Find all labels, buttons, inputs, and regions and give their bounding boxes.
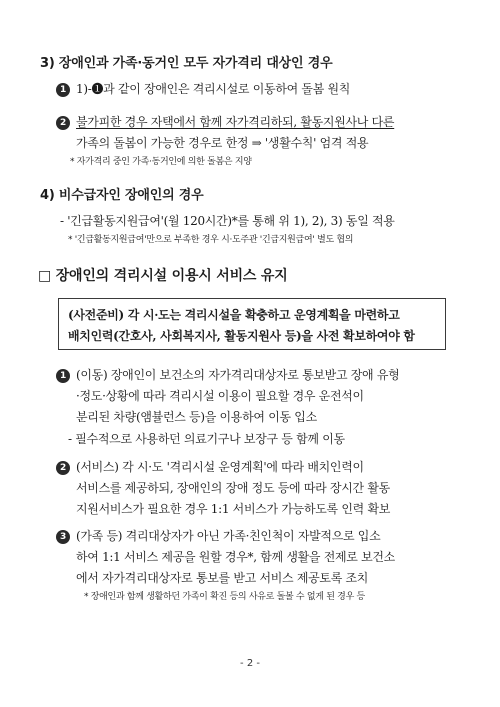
circled-number-1b: 1 <box>56 369 70 383</box>
section-4-title: 4) 비수급자인 장애인의 경우 <box>40 188 204 203</box>
point-2-line-2: 서비스를 제공하되, 장애인의 장애 정도 등에 따라 장시간 활동 <box>76 481 390 495</box>
point-2-line-3: 지원서비스가 필요한 경우 1:1 서비스가 가능하도록 인력 확보 <box>76 502 391 516</box>
main-heading: □ 장애인의 격리시설 이용시 서비스 유지 <box>38 268 288 284</box>
point-3-line-1 <box>56 527 380 544</box>
section-3-item-1 <box>56 80 350 97</box>
point-1-sub: - 필수적으로 사용하던 의료기구나 보장구 등 함께 이동 <box>68 432 345 446</box>
section-3-item-2-text-1: 불가피한 경우 자택에서 함께 자가격리하되, 활동지원사나 다른 <box>76 115 395 129</box>
circled-number-3: 3 <box>56 530 70 544</box>
section-3-item-2-line-1 <box>56 113 394 130</box>
point-1-line-1 <box>56 366 399 383</box>
point-2-text-1: (서비스) 각 시·도 '격리시설 운영계획'에 따라 배치인력이 <box>76 460 364 474</box>
point-3-note: * 장애인과 함께 생활하던 가족이 확진 등의 사유로 돌볼 수 없게 된 경우 등 <box>84 592 365 602</box>
point-1-line-2: ·정도·상황에 따라 격리시설 이용이 필요할 경우 운전석이 <box>76 389 364 403</box>
circled-number-2b: 2 <box>56 461 70 475</box>
point-3-line-3: 에서 자가격리대상자로 통보를 받고 서비스 제공토록 조치 <box>76 571 369 585</box>
section-3-item-1-text: 1)-❶과 같이 장애인은 격리시설로 이동하여 돌봄 원칙 <box>76 82 351 96</box>
circled-number-2: 2 <box>56 116 70 130</box>
point-2-line-1 <box>56 458 364 475</box>
point-3-text-1: (가족 등) 격리대상자가 아닌 가족·친인척이 자발적으로 입소 <box>76 529 381 543</box>
circled-number-1: 1 <box>56 83 70 97</box>
box-line-2: 배치인력(간호사, 사회복지사, 활동지원사 등)을 사전 확보하여야 함 <box>68 329 415 343</box>
point-3-line-2: 하여 1:1 서비스 제공을 원할 경우*, 함께 생활을 전제로 보건소 <box>76 550 395 564</box>
point-1-line-3: 분리된 차량(앰뷸런스 등)을 이용하여 이동 입소 <box>76 410 317 424</box>
point-1-text-1: (이동) 장애인이 보건소의 자가격리대상자로 통보받고 장애 유형 <box>76 368 400 382</box>
box-line-1: (사전준비) 각 시·도는 격리시설을 확충하고 운영계획을 마련하고 <box>68 308 400 322</box>
section-4-line: - '긴급활동지원급여'(월 120시간)*를 통해 위 1), 2), 3) 동일 적용 <box>60 214 395 228</box>
section-3-note: * 자가격리 중인 가족·동거인에 의한 돌봄은 지양 <box>70 157 252 167</box>
section-3-title: 3) 장애인과 가족·동거인 모두 자가격리 대상인 경우 <box>40 56 333 71</box>
section-4-note: * '긴급활동지원급여'만으로 부족한 경우 시·도주관 '긴급지원급여' 별도 협의 <box>68 235 354 245</box>
page-number: - 2 - <box>240 658 260 669</box>
section-3-item-2-line-2: 가족의 돌봄이 가능한 경우로 한정 ⇒ '생활수칙' 엄격 적용 <box>76 136 369 150</box>
